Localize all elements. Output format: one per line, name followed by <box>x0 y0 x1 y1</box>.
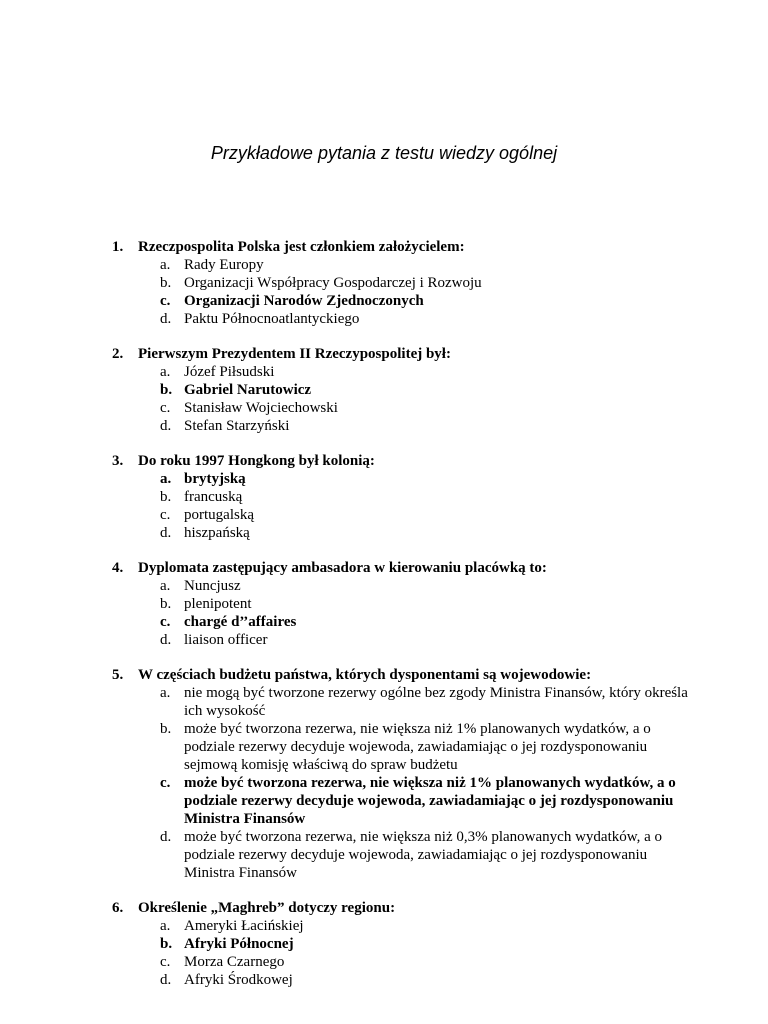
option-text: Afryki Środkowej <box>184 972 293 988</box>
answer-option <box>160 417 692 435</box>
option-letter: c. <box>160 775 171 791</box>
option-letter: b. <box>160 721 172 737</box>
option-text: francuską <box>184 489 243 505</box>
answer-option <box>160 310 692 328</box>
option-text: może być tworzona rezerwa, nie większa niż 1% planowanych wydatków, a o podziale rezerwy decyduje wojewoda, zawiadamiając o jej rozdysponowaniu sejmową komisję właściwą do spraw budżetu <box>184 721 651 773</box>
answer-option <box>160 524 692 542</box>
option-text: Morza Czarnego <box>184 954 285 970</box>
answer-option-correct <box>160 774 692 828</box>
question-text: Pierwszym Prezydentem II Rzeczypospolitej był: <box>138 346 451 362</box>
option-letter: c. <box>160 293 171 309</box>
option-letter: b. <box>160 382 173 398</box>
option-text: Stefan Starzyński <box>184 418 290 434</box>
option-text: hiszpańską <box>184 525 250 541</box>
option-text: Gabriel Narutowicz <box>184 382 312 398</box>
question-text: Rzeczpospolita Polska jest członkiem założycielem: <box>138 239 465 255</box>
answer-options <box>160 256 692 328</box>
option-letter: b. <box>160 275 172 291</box>
option-letter: d. <box>160 972 172 988</box>
option-text: Rady Europy <box>184 257 264 273</box>
answer-option <box>160 828 692 882</box>
option-text: chargé d’’affaires <box>184 614 297 630</box>
answer-option <box>160 917 692 935</box>
option-letter: b. <box>160 936 173 952</box>
option-letter: a. <box>160 918 171 934</box>
option-letter: a. <box>160 364 171 380</box>
option-text: Organizacji Współpracy Gospodarczej i Rozwoju <box>184 275 482 291</box>
option-letter: a. <box>160 685 171 701</box>
option-text: Afryki Północnej <box>184 936 294 952</box>
option-letter: a. <box>160 257 171 273</box>
answer-option <box>160 971 692 989</box>
option-text: może być tworzona rezerwa, nie większa niż 0,3% planowanych wydatków, a o podziale rezerwy decyduje wojewoda, zawiadamiając o jej rozdysponowaniu Ministra Finansów <box>184 829 663 881</box>
answer-option <box>160 256 692 274</box>
option-letter: a. <box>160 471 172 487</box>
question <box>112 899 692 989</box>
option-letter: b. <box>160 489 172 505</box>
question-number: 4. <box>112 560 124 576</box>
option-text: może być tworzona rezerwa, nie większa niż 1% planowanych wydatków, a o podziale rezerwy decyduje wojewoda, zawiadamiając o jej rozdysponowaniu Ministra Finansów <box>184 775 676 827</box>
option-letter: c. <box>160 400 171 416</box>
option-letter: d. <box>160 311 172 327</box>
option-text: Organizacji Narodów Zjednoczonych <box>184 293 424 309</box>
answer-option-correct <box>160 935 692 953</box>
question-text: Określenie „Maghreb” dotyczy regionu: <box>138 900 396 916</box>
page-title: Przykładowe pytania z testu wiedzy ogólnej <box>210 143 558 163</box>
question-text: W częściach budżetu państwa, których dysponentami są wojewodowie: <box>138 667 592 683</box>
option-letter: d. <box>160 829 172 845</box>
question-text: Dyplomata zastępujący ambasadora w kierowaniu placówką to: <box>138 560 547 576</box>
option-text: Nuncjusz <box>184 578 241 594</box>
option-letter: c. <box>160 954 171 970</box>
answer-options <box>160 470 692 542</box>
answer-option <box>160 720 692 774</box>
question-number: 6. <box>112 900 124 916</box>
answer-option <box>160 577 692 595</box>
question <box>112 345 692 435</box>
question-number: 3. <box>112 453 124 469</box>
option-text: portugalską <box>184 507 254 523</box>
answer-options <box>160 577 692 649</box>
question-heading <box>112 452 692 470</box>
answer-option <box>160 506 692 524</box>
answer-option <box>160 684 692 720</box>
question <box>112 666 692 882</box>
option-text: Józef Piłsudski <box>184 364 275 380</box>
question-number: 1. <box>112 239 124 255</box>
question-heading <box>112 345 692 363</box>
question-number: 5. <box>112 667 124 683</box>
answer-option <box>160 595 692 613</box>
answer-option-correct <box>160 381 692 399</box>
question-text: Do roku 1997 Hongkong był kolonią: <box>138 453 375 469</box>
answer-option <box>160 363 692 381</box>
option-text: Paktu Północnoatlantyckiego <box>184 311 360 327</box>
answer-option <box>160 631 692 649</box>
answer-options <box>160 363 692 435</box>
option-letter: d. <box>160 418 172 434</box>
option-letter: c. <box>160 507 171 523</box>
question <box>112 452 692 542</box>
option-letter: a. <box>160 578 171 594</box>
option-text: Stanisław Wojciechowski <box>184 400 338 416</box>
answer-option <box>160 488 692 506</box>
question <box>112 238 692 328</box>
question-number: 2. <box>112 346 124 362</box>
question-heading <box>112 559 692 577</box>
option-text: plenipotent <box>184 596 252 612</box>
question-list <box>112 238 692 1006</box>
option-letter: d. <box>160 632 172 648</box>
answer-option-correct <box>160 470 692 488</box>
option-text: liaison officer <box>184 632 268 648</box>
answer-option <box>160 399 692 417</box>
option-letter: d. <box>160 525 172 541</box>
option-letter: b. <box>160 596 172 612</box>
answer-option <box>160 953 692 971</box>
option-text: Ameryki Łacińskiej <box>184 918 304 934</box>
answer-option-correct <box>160 292 692 310</box>
option-text: brytyjską <box>184 471 246 487</box>
answer-options <box>160 684 692 882</box>
option-letter: c. <box>160 614 171 630</box>
answer-option-correct <box>160 613 692 631</box>
question-heading <box>112 666 692 684</box>
question <box>112 559 692 649</box>
question-heading <box>112 238 692 256</box>
answer-option <box>160 274 692 292</box>
option-text: nie mogą być tworzone rezerwy ogólne bez zgody Ministra Finansów, który określa ich wysokość <box>184 685 688 719</box>
answer-options <box>160 917 692 989</box>
question-heading <box>112 899 692 917</box>
